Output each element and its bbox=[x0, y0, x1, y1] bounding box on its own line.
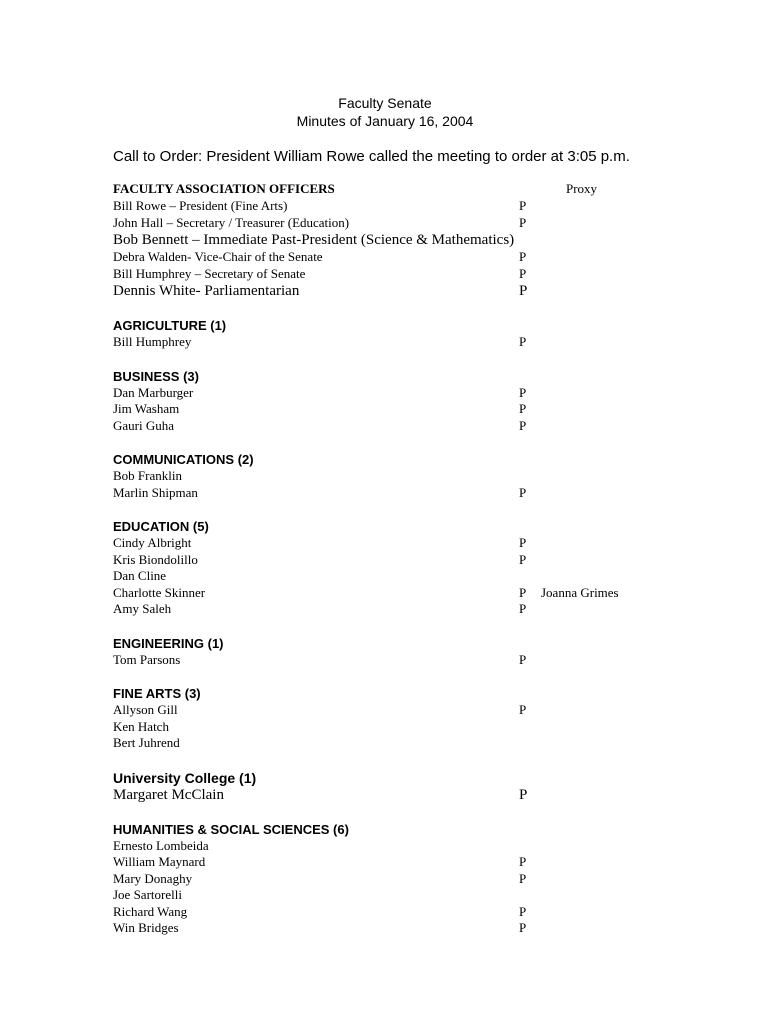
attendance-mark: P bbox=[519, 214, 527, 230]
member-row bbox=[113, 282, 713, 300]
member-row bbox=[113, 468, 713, 485]
section-header bbox=[113, 316, 713, 334]
member-name: Bill Humphrey bbox=[113, 334, 192, 349]
member-row bbox=[113, 854, 713, 871]
section-header bbox=[113, 820, 713, 838]
attendance-mark: P bbox=[519, 903, 527, 919]
section-heading: AGRICULTURE (1) bbox=[113, 318, 227, 333]
member-row bbox=[113, 485, 713, 502]
member-name: Amy Saleh bbox=[113, 601, 172, 616]
section-heading: BUSINESS (3) bbox=[113, 368, 199, 384]
attendance-mark: P bbox=[519, 584, 527, 600]
attendance-mark: P bbox=[519, 920, 527, 935]
member-row bbox=[113, 719, 713, 736]
member-name: Mary Donaghy bbox=[113, 870, 193, 886]
attendance-mark: P bbox=[519, 417, 527, 433]
member-name: Richard Wang bbox=[113, 903, 188, 919]
section-heading: COMMUNICATIONS (2) bbox=[113, 452, 254, 467]
member-row bbox=[113, 249, 713, 266]
member-name: Marlin Shipman bbox=[113, 484, 198, 500]
attendance-mark: P bbox=[519, 535, 527, 550]
attendance-mark: P bbox=[519, 854, 527, 869]
call-to-order: Call to Order: President William Rowe called the meeting to order at 3:05 p.m. bbox=[113, 148, 630, 165]
member-row bbox=[113, 920, 713, 937]
attendance-mark: P bbox=[519, 249, 527, 264]
member-name: Bob Franklin bbox=[113, 468, 182, 483]
attendance-mark: P bbox=[519, 384, 527, 400]
member-row bbox=[113, 334, 713, 351]
attendance-mark: P bbox=[519, 870, 527, 886]
member-row bbox=[113, 552, 713, 569]
member-name: Debra Walden- Vice-Chair of the Senate bbox=[113, 249, 323, 264]
member-name: Gauri Guha bbox=[113, 417, 175, 433]
member-name: Ken Hatch bbox=[113, 718, 169, 734]
member-name: William Maynard bbox=[113, 854, 206, 869]
section-header bbox=[113, 517, 713, 535]
member-name: Margaret McClain bbox=[113, 786, 224, 803]
member-row bbox=[113, 535, 713, 552]
member-name: Dan Marburger bbox=[113, 384, 194, 400]
section bbox=[113, 684, 713, 752]
member-name: Kris Biondolillo bbox=[113, 551, 198, 567]
section-heading: University College (1) bbox=[113, 769, 257, 786]
member-name: Allyson Gill bbox=[113, 702, 178, 717]
member-row bbox=[113, 585, 713, 602]
section-heading: EDUCATION (5) bbox=[113, 519, 209, 534]
section-heading: HUMANITIES & SOCIAL SCIENCES (6) bbox=[113, 821, 349, 837]
document-title: Faculty Senate bbox=[338, 95, 432, 111]
member-name: Bill Rowe – President (Fine Arts) bbox=[113, 198, 288, 213]
section bbox=[113, 180, 713, 300]
attendance-mark: P bbox=[519, 601, 527, 616]
section-header bbox=[113, 180, 713, 198]
attendance-mark: P bbox=[519, 283, 528, 299]
member-row bbox=[113, 231, 713, 249]
section-header bbox=[113, 634, 713, 652]
section-heading: ENGINEERING (1) bbox=[113, 635, 224, 651]
document-header bbox=[0, 94, 770, 130]
member-row bbox=[113, 838, 713, 855]
attendance-mark: P bbox=[519, 198, 527, 213]
member-name: Charlotte Skinner bbox=[113, 584, 206, 600]
member-name: Ernesto Lombeida bbox=[113, 837, 209, 853]
member-row bbox=[113, 568, 713, 585]
section bbox=[113, 634, 713, 669]
attendance-mark: P bbox=[519, 401, 527, 416]
attendance-mark: P bbox=[519, 265, 527, 281]
member-row bbox=[113, 871, 713, 888]
member-row bbox=[113, 418, 713, 435]
member-row bbox=[113, 786, 713, 804]
member-name: Jim Washam bbox=[113, 401, 180, 416]
document-subtitle: Minutes of January 16, 2004 bbox=[296, 113, 474, 129]
member-row bbox=[113, 198, 713, 215]
member-name: Joe Sartorelli bbox=[113, 887, 182, 902]
attendance-mark: P bbox=[519, 484, 527, 500]
member-row bbox=[113, 887, 713, 904]
section-header bbox=[113, 684, 713, 702]
member-name: Dennis White- Parliamentarian bbox=[113, 283, 300, 299]
attendance-mark: P bbox=[519, 551, 527, 567]
section-header bbox=[113, 768, 713, 786]
section-heading: FACULTY ASSOCIATION OFFICERS bbox=[113, 181, 335, 196]
member-name: Bert Juhrend bbox=[113, 735, 180, 750]
section bbox=[113, 768, 713, 804]
attendance-mark: P bbox=[519, 702, 527, 717]
member-row bbox=[113, 735, 713, 752]
member-row bbox=[113, 702, 713, 719]
proxy-name: Joanna Grimes bbox=[541, 584, 619, 600]
member-row bbox=[113, 904, 713, 921]
member-name: Bill Humphrey – Secretary of Senate bbox=[113, 265, 306, 281]
section bbox=[113, 367, 713, 435]
section bbox=[113, 820, 713, 937]
section bbox=[113, 450, 713, 501]
attendance-sections bbox=[113, 180, 713, 953]
member-row bbox=[113, 652, 713, 669]
section bbox=[113, 517, 713, 618]
member-row bbox=[113, 215, 713, 232]
attendance-mark: P bbox=[519, 786, 528, 803]
attendance-mark: P bbox=[519, 651, 527, 667]
member-row bbox=[113, 266, 713, 283]
section-header bbox=[113, 450, 713, 468]
member-name: Cindy Albright bbox=[113, 535, 192, 550]
member-name: Tom Parsons bbox=[113, 651, 181, 667]
attendance-mark: P bbox=[519, 334, 527, 349]
member-name: Dan Cline bbox=[113, 568, 167, 583]
section-heading: FINE ARTS (3) bbox=[113, 686, 201, 701]
section bbox=[113, 316, 713, 351]
member-name: John Hall – Secretary / Treasurer (Education) bbox=[113, 214, 350, 230]
member-row bbox=[113, 601, 713, 618]
member-name: Win Bridges bbox=[113, 920, 179, 935]
member-row bbox=[113, 385, 713, 402]
member-name: Bob Bennett – Immediate Past-President (Science & Mathematics) bbox=[113, 232, 515, 248]
member-row bbox=[113, 401, 713, 418]
section-header bbox=[113, 367, 713, 385]
proxy-column-heading: Proxy bbox=[566, 181, 598, 196]
